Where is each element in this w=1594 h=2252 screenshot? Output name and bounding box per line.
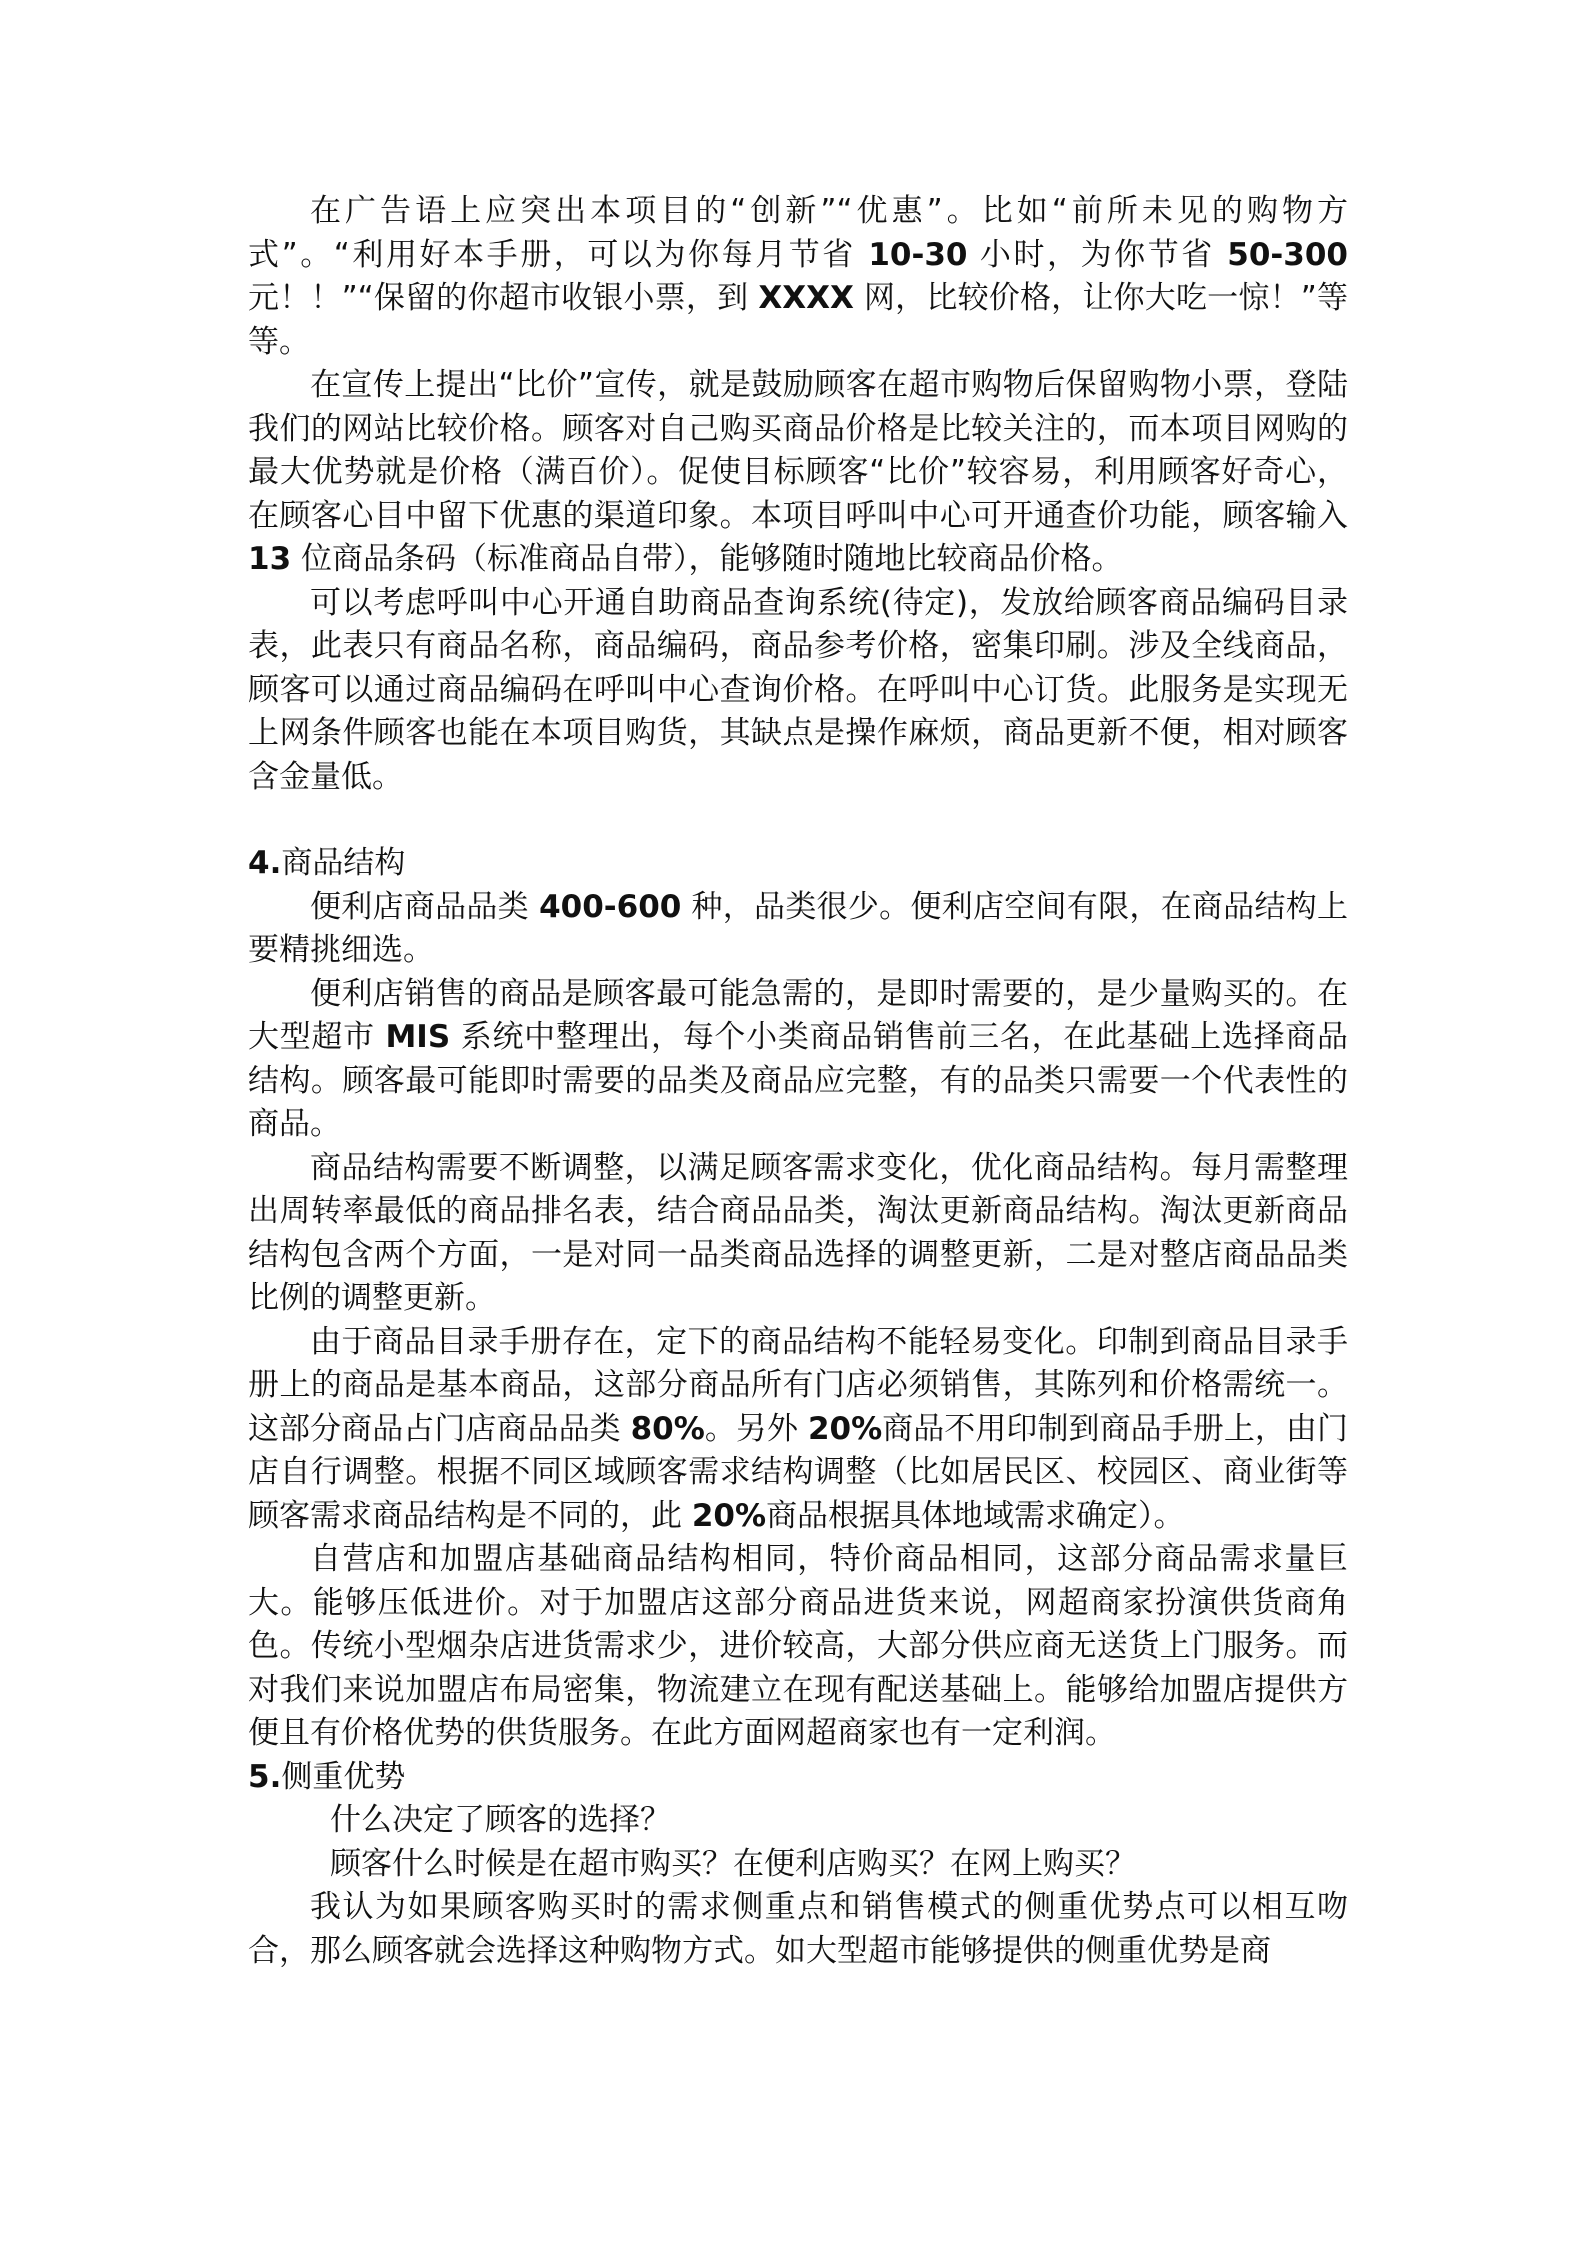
- text-run: 便利店商品品类: [310, 888, 540, 925]
- paragraph-structure-adjust: [248, 1147, 1348, 1321]
- text-run: 商品结构: [281, 845, 406, 881]
- emphasis-text: 13: [248, 541, 292, 577]
- emphasis-text: XXXX: [758, 280, 854, 316]
- text-run: 顾客什么时候是在超市购买？在便利店购买？在网上购买？: [330, 1845, 1136, 1882]
- text-run: 位商品条码（标准商品自带），能够随时随地比较商品价格。: [291, 541, 1123, 577]
- emphasis-text: 10-30: [868, 236, 968, 273]
- text-run: 由于商品目录手册存在，定下的商品结构不能轻易变化。印制到商品目录手册上的商品是基本商品，这部分商品所有门店必须销售，其陈列和价格需统一。这部分商品占门店商品品类: [248, 1323, 1348, 1447]
- text-run: 便利店销售的商品是顾客最可能急需的，是即时需要的，是少量购买的。在大型超市: [248, 975, 1348, 1055]
- text-run: 系统中整理出，每个小类商品销售前三名，在此基础上选择商品结构。顾客最可能即时需要的品类及商品应完整，有的品类只需要一个代表性的商品。: [248, 1019, 1348, 1142]
- text-run: 自营店和加盟店基础商品结构相同，特价商品相同，这部分商品需求量巨大。能够压低进价。对于加盟店这部分商品进货来说，网超商家扮演供货商角色。传统小型烟杂店进货需求少，进价较高，大部分供应商无送货上门服务。而对我们来说加盟店布局密集，物流建立在现有配送基础上。能够给加盟店提供方便且有价格优势的供货服务。在此方面网超商家也有一定利润。: [248, 1541, 1348, 1751]
- text-run: 可以考虑呼叫中心开通自助商品查询系统(待定)，发放给顾客商品编码目录表，此表只有商品名称，商品编码，商品参考价格，密集印刷。涉及全线商品，顾客可以通过商品编码在呼叫中心查询价格。在呼叫中心订货。此服务是实现无上网条件顾客也能在本项目购货，其缺点是操作麻烦，商品更新不便，相对顾客含金量低。: [248, 584, 1348, 795]
- text-run: 元！！”“保留的你超市收银小票，到: [248, 280, 759, 316]
- paragraph-self-service-query: [248, 582, 1348, 800]
- emphasis-text: 20%: [807, 1410, 883, 1447]
- paragraph-category-count: [248, 886, 1348, 973]
- emphasis-text: 400-600: [539, 888, 682, 925]
- text-run: 商品根据具体地域需求确定）。: [766, 1497, 1185, 1534]
- paragraph-focus-match: [248, 1886, 1348, 1973]
- text-run: 侧重优势: [281, 1758, 406, 1795]
- text-run: 在宣传上提出“比价”宣传，就是鼓励顾客在超市购物后保留购物小票，登陆我们的网站比较价格。顾客对自己购买商品价格是比较关注的，而本项目网购的最大优势就是价格（满百价）。促使目标顾客“比价”较容易，利用顾客好奇心，在顾客心目中留下优惠的渠道印象。本项目呼叫中心可开通查价功能，顾客输入: [248, 367, 1348, 534]
- paragraph-franchise-supply: [248, 1538, 1348, 1756]
- paragraph-slogan: [248, 190, 1348, 364]
- paragraph-catalog-basic: [248, 1321, 1348, 1539]
- text-run: 。另外: [704, 1410, 808, 1447]
- emphasis-text: 5.: [248, 1758, 282, 1795]
- text-run: 种，品类很少。便利店空间有限，在商品结构上要精挑细选。: [248, 888, 1348, 968]
- paragraph-urgent-needs: [248, 973, 1348, 1147]
- emphasis-text: 20%: [691, 1497, 767, 1534]
- emphasis-text: 4.: [248, 845, 282, 881]
- emphasis-text: 50-300: [1227, 236, 1348, 273]
- emphasis-text: 80%: [630, 1410, 705, 1447]
- text-run: 网，比较价格，让你大吃一惊！”等等。: [248, 280, 1348, 360]
- text-run: 在广告语上应突出本项目的“创新”“优惠”。比如“前所未见的购物方式”。“利用好本手册，可以为你每月节省: [248, 193, 1348, 273]
- heading-focus-advantage: [248, 1756, 1348, 1800]
- text-run: 小时，为你节省: [967, 236, 1228, 273]
- text-run: 商品不用印制到商品手册上，由门店自行调整。根据不同区域顾客需求结构调整（比如居民区、校园区、商业街等顾客需求商品结构是不同的，此: [248, 1410, 1348, 1534]
- text-run: 商品结构需要不断调整，以满足顾客需求变化，优化商品结构。每月需整理出周转率最低的商品排名表，结合商品品类，淘汰更新商品结构。淘汰更新商品结构包含两个方面，一是对同一品类商品选择的调整更新，二是对整店商品品类比例的调整更新。: [248, 1149, 1348, 1316]
- text-run: 我认为如果顾客购买时的需求侧重点和销售模式的侧重优势点可以相互吻合，那么顾客就会选择这种购物方式。如大型超市能够提供的侧重优势是商: [248, 1889, 1348, 1969]
- text-run: 什么决定了顾客的选择？: [330, 1802, 671, 1838]
- paragraph-question-where: [248, 1843, 1348, 1887]
- emphasis-text: MIS: [385, 1019, 451, 1055]
- paragraph-price-compare: [248, 364, 1348, 582]
- paragraph-question-choice: [248, 1799, 1348, 1843]
- document-body: [248, 190, 1348, 1973]
- heading-product-structure: [248, 842, 1348, 886]
